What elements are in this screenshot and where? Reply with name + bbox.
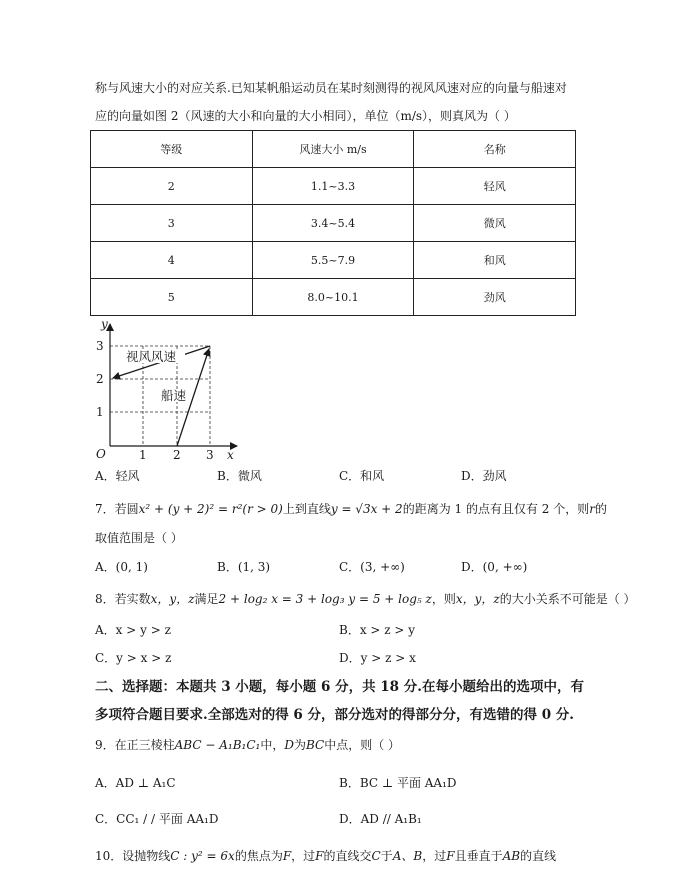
q7-circle-equation: x² + (y + 2)² = r²(r > 0) — [138, 502, 283, 516]
boat-speed-label: 船速 — [161, 388, 187, 403]
q7-text: 7．若圆 — [95, 502, 139, 516]
table-cell: 轻风 — [414, 168, 576, 205]
q7-text: 的距离为 1 的点有且仅有 2 个，则 — [402, 502, 590, 516]
q7-line-equation: y = √3x + 2 — [330, 502, 403, 516]
table-header-cell: 等级 — [91, 131, 253, 168]
q9-option-d: D．AD // A₁B₁ — [339, 812, 422, 826]
q8-text: ，则 — [431, 592, 456, 606]
q10-text: 且垂直于 — [454, 849, 503, 863]
vector-figure — [85, 318, 245, 463]
q7-line-1 — [95, 501, 607, 517]
x-tick-label: 1 — [139, 448, 147, 462]
q7-option-c: C．(3, +∞) — [339, 560, 405, 574]
table-row — [91, 242, 576, 279]
q8-option-b: B．x > z > y — [339, 623, 416, 637]
table-header-cell: 风速大小 m/s — [252, 131, 414, 168]
q8-option-c: C．y > x > z — [95, 651, 172, 665]
section-2-instructions: 多项符合题目要求.全部选对的得 6 分，部分选对的得部分分，有选错的得 0 分. — [95, 707, 574, 723]
q9-prism: ABC − A₁B₁C₁ — [174, 738, 261, 752]
table-header-row — [91, 131, 576, 168]
q7-line-2: 取值范围是（ ） — [95, 531, 183, 545]
x-tick-label: 3 — [206, 448, 214, 462]
q10-parabola: C : y² = 6x — [170, 849, 235, 863]
q8-text: 8．若实数 — [95, 592, 151, 606]
y-axis-label: y — [101, 318, 108, 331]
q10-line — [95, 848, 556, 864]
q8-option-a: A．x > y > z — [95, 623, 171, 637]
q10-text: ，过 — [291, 849, 316, 863]
q8-line — [95, 591, 636, 607]
table-cell: 2 — [91, 168, 253, 205]
q10-text: 10．设抛物线 — [95, 849, 171, 863]
q7-text: 的 — [594, 502, 607, 516]
q10-text: 于 — [380, 849, 393, 863]
q7-option-b: B．(1, 3) — [217, 560, 271, 574]
table-cell: 5 — [91, 279, 253, 316]
q7-option-d: D．(0, +∞) — [461, 560, 528, 574]
q8-variables: x，y，z — [455, 592, 500, 606]
q7-variable-r: r — [589, 502, 595, 516]
q9-option-c: C．CC₁ / / 平面 AA₁D — [95, 812, 219, 826]
q8-option-d: D．y > z > x — [339, 651, 416, 665]
table-cell: 劲风 — [414, 279, 576, 316]
wind-scale-table — [90, 130, 576, 316]
table-cell: 3 — [91, 205, 253, 242]
intro-line-2: 应的向量如图 2（风速的大小和向量的大小相同），单位（m/s），则真风为（ ） — [95, 109, 516, 123]
table-cell: 微风 — [414, 205, 576, 242]
q9-segment: BC — [305, 738, 325, 752]
table-row — [91, 168, 576, 205]
intro-line-1: 称与风速大小的对应关系.已知某帆船运动员在某时刻测得的视风风速对应的向量与船速对 — [95, 81, 567, 95]
q7-text: 上到直线 — [282, 502, 331, 516]
q10-focus: F — [446, 849, 455, 863]
q10-focus: F — [315, 849, 324, 863]
q10-text: ，过 — [422, 849, 447, 863]
q9-text: 9．在正三棱柱 — [95, 738, 175, 752]
q10-text: 的焦点为 — [234, 849, 283, 863]
q10-segment: AB — [502, 849, 521, 863]
q9-point: D — [284, 738, 294, 752]
table-cell: 5.5~7.9 — [252, 242, 414, 279]
q6-option-d: D．劲风 — [461, 469, 507, 483]
q10-curve: C — [371, 849, 381, 863]
q6-option-a: A．轻风 — [95, 469, 140, 483]
q9-text: 中点，则（ ） — [324, 738, 401, 752]
x-tick-label: 2 — [173, 448, 181, 462]
table-cell: 8.0~10.1 — [252, 279, 414, 316]
q8-equation: 2 + log₂ x = 3 + log₃ y = 5 + log₅ z — [218, 592, 432, 606]
q9-text: 为 — [293, 738, 306, 752]
q7-option-a: A．(0, 1) — [95, 560, 148, 574]
table-cell: 1.1~3.3 — [252, 168, 414, 205]
q10-points: A、B — [392, 849, 423, 863]
table-row — [91, 205, 576, 242]
q8-text: 的大小关系不可能是（ ） — [499, 592, 636, 606]
table-cell: 4 — [91, 242, 253, 279]
apparent-wind-label: 视风风速 — [126, 349, 177, 364]
q10-text: 的直线交 — [323, 849, 372, 863]
q10-focus: F — [282, 849, 292, 863]
table-cell: 和风 — [414, 242, 576, 279]
y-tick-label: 2 — [96, 372, 104, 386]
x-axis-label: x — [227, 448, 234, 462]
q9-option-a: A．AD ⊥ A₁C — [95, 776, 176, 790]
section-2-heading: 二、选择题：本题共 3 小题，每小题 6 分，共 18 分.在每小题给出的选项中，有 — [95, 679, 584, 695]
q10-text: 的直线 — [520, 849, 557, 863]
origin-label: O — [96, 447, 106, 461]
q9-line — [95, 737, 400, 753]
q9-option-b: B．BC ⊥ 平面 AA₁D — [339, 776, 457, 790]
q8-variables: x，y，z — [150, 592, 195, 606]
y-tick-label: 1 — [96, 405, 104, 419]
q9-text: 中， — [260, 738, 285, 752]
q8-text: 满足 — [194, 592, 219, 606]
q6-option-c: C．和风 — [339, 469, 385, 483]
q6-option-b: B．微风 — [217, 469, 262, 483]
y-tick-label: 3 — [96, 339, 104, 353]
table-header-cell: 名称 — [414, 131, 576, 168]
table-row — [91, 279, 576, 316]
table-cell: 3.4~5.4 — [252, 205, 414, 242]
